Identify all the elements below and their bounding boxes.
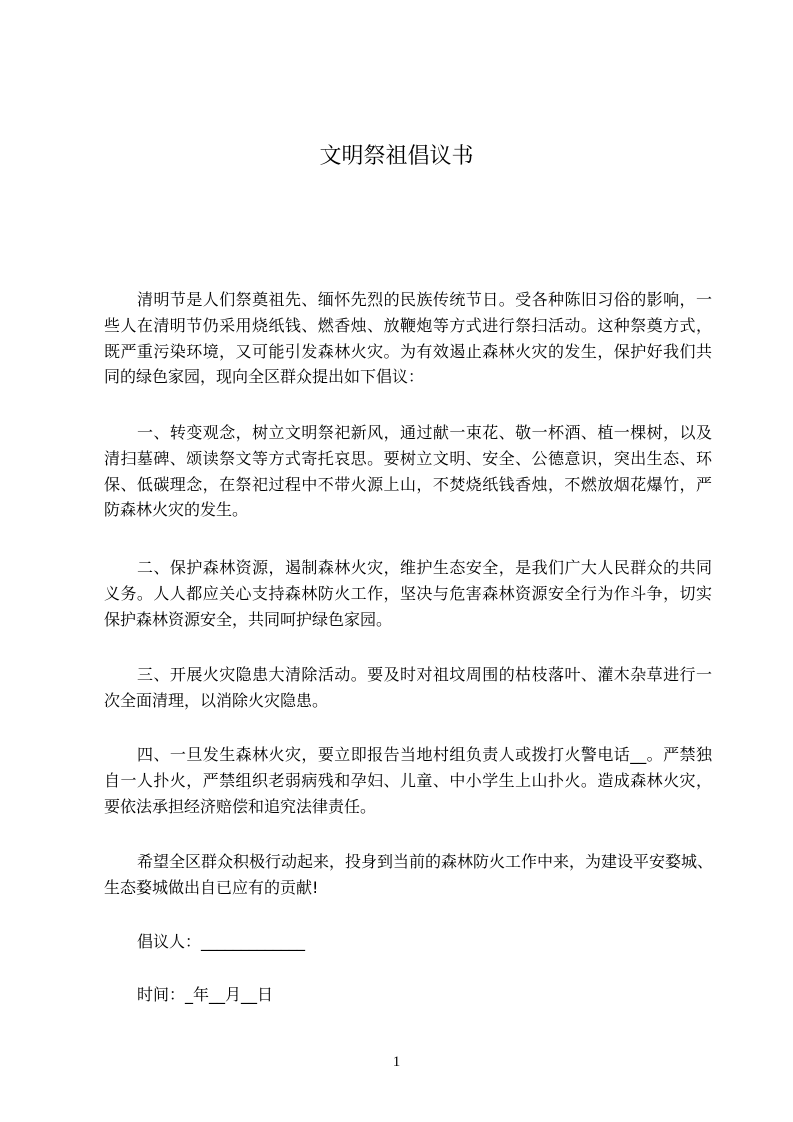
paragraph-proposal-1 <box>104 420 712 523</box>
document-title: 文明祭祖倡议书 <box>319 144 474 169</box>
date-line: 时间：_年__月__日 <box>137 985 274 1004</box>
text-line: 二、保护森林资源，遏制森林火灾，维护生态安全，是我们广大人民群众的共同 <box>137 558 712 577</box>
text-line: 些人在清明节仍采用烧纸钱、燃香烛、放鞭炮等方式进行祭扫活动。这种祭奠方式， <box>104 315 712 335</box>
text-line: 保护森林资源安全，共同呵护绿色家园。 <box>104 609 393 629</box>
text-line: 生态婺城做出自已应有的贡献! <box>104 877 319 897</box>
page-number: 1 <box>392 1054 401 1070</box>
text-line: 四、一旦发生森林火灾，要立即报告当地村组负责人或拨打火警电话__。严禁独 <box>137 745 712 764</box>
text-line: 一、转变观念，树立文明祭祀新风，通过献一束花、敬一杯酒、植一棵树，以及 <box>137 423 712 442</box>
text-line: 希望全区群众积极行动起来，投身到当前的森林防火工作中来，为建设平安婺城、 <box>137 852 714 871</box>
text-line: 保、低碳理念，在祭祀过程中不带火源上山，不焚烧纸钱香烛，不燃放烟花爆竹，严 <box>104 474 712 494</box>
text-line: 要依法承担经济赔偿和追究法律责任。 <box>104 796 377 816</box>
signature-line: 倡议人：_____________ <box>137 932 306 951</box>
text-line: 防森林火灾的发生。 <box>104 500 249 520</box>
paragraph-closing <box>104 849 712 901</box>
text-line: 既严重污染环境，又可能引发森林火灾。为有效遏止森林火灾的发生，保护好我们共 <box>104 341 712 361</box>
text-line: 清明节是人们祭奠祖先、缅怀先烈的民族传统节日。受各种陈旧习俗的影响，一 <box>137 290 712 309</box>
text-line: 自一人扑火，严禁组织老弱病残和孕妇、儿童、中小学生上山扑火。造成森林火灾， <box>104 770 712 790</box>
paragraph-proposal-3 <box>104 662 712 714</box>
text-line: 同的绿色家园，现向全区群众提出如下倡议： <box>104 367 425 387</box>
text-line: 次全面清理，以消除火灾隐患。 <box>104 690 329 710</box>
paragraph-proposal-4 <box>104 742 712 819</box>
text-line: 三、开展火灾隐患大清除活动。要及时对祖坟周围的枯枝落叶、灌木杂草进行一 <box>137 665 712 684</box>
paragraph-intro <box>104 287 712 390</box>
text-line: 清扫墓碑、颂读祭文等方式寄托哀思。要树立文明、安全、公德意识，突出生态、环 <box>104 448 712 468</box>
paragraph-proposal-2 <box>104 555 712 632</box>
text-line: 义务。人人都应关心支持森林防火工作，坚决与危害森林资源安全行为作斗争，切实 <box>104 583 712 603</box>
